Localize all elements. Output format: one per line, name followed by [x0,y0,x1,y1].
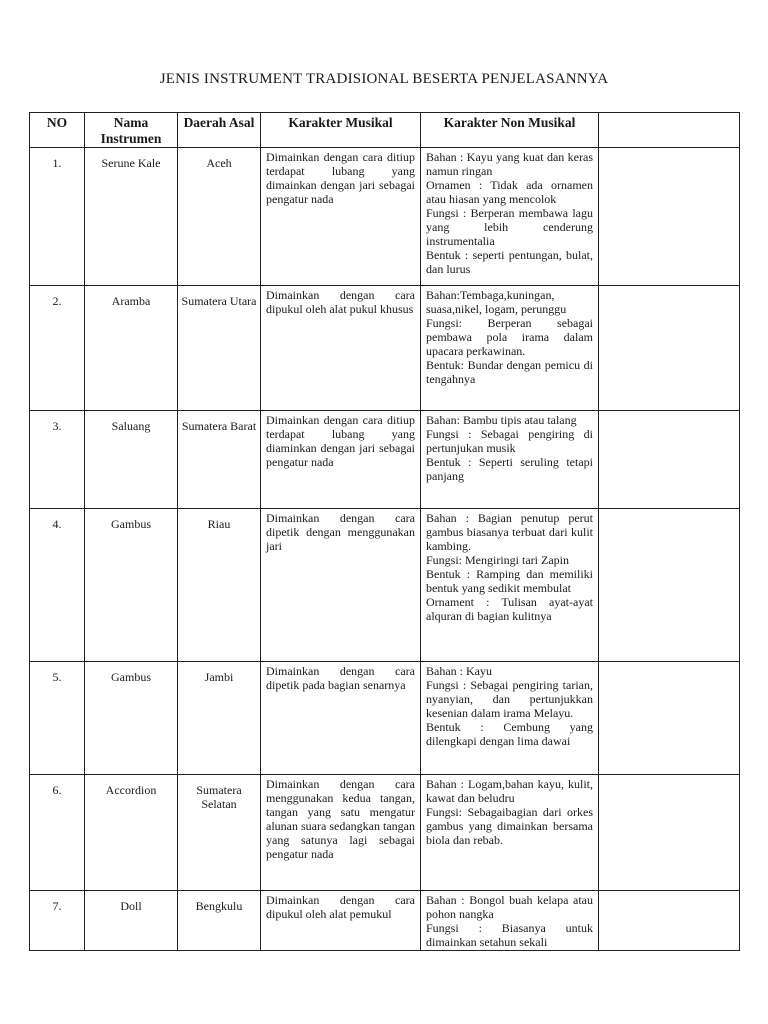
header-nonmusic: Karakter Non Musikal [421,113,599,148]
region-of-origin: Aceh [178,148,261,286]
region-of-origin: Sumatera Selatan [178,775,261,891]
table-row [30,411,740,509]
row-number: 4. [30,509,85,662]
header-music: Karakter Musikal [261,113,421,148]
instrument-name: Aramba [85,286,178,411]
table-row [30,148,740,286]
non-musical-line: Bentuk : Ramping dan memiliki bentuk yang sedikit membulat [426,567,593,595]
musical-character: Dimainkan dengan cara dipetik pada bagian senarnya [261,662,421,775]
table-row [30,662,740,775]
instrument-name: Saluang [85,411,178,509]
row-number: 2. [30,286,85,411]
empty-column-cell [599,509,740,662]
instrument-name: Doll [85,891,178,951]
non-musical-character [421,775,599,891]
document-title: JENIS INSTRUMENT TRADISIONAL BESERTA PENJELASANNYA [159,71,609,87]
row-number: 3. [30,411,85,509]
region-of-origin: Bengkulu [178,891,261,951]
non-musical-line: Fungsi: Mengiringi tari Zapin [426,553,569,567]
header-name: Nama Instrumen [85,113,178,148]
row-number: 7. [30,891,85,951]
instrument-name: Gambus [85,662,178,775]
musical-character: Dimainkan dengan cara menggunakan kedua tangan, tangan yang satu mengatur alunan suara sedangkan tangan yang satunya lagi sebagai pengatur nada [261,775,421,891]
table-header-row [30,113,740,148]
musical-character: Dimainkan dengan cara ditiup terdapat lubang yang diaminkan dengan jari sebagai pengatur nada [261,411,421,509]
non-musical-line: Bahan : Logam,bahan kayu, kulit, kawat dan beludru [426,777,593,805]
non-musical-line: Fungsi: Sebagaibagian dari orkes gambus yang dimainkan bersama biola dan rebab. [426,805,593,847]
non-musical-line: Bentuk : Cembung yang dilengkapi dengan lima dawai [426,720,593,748]
non-musical-line: Fungsi : Sebagai pengiring di pertunjukan musik [426,427,593,455]
instrument-table [29,112,740,951]
non-musical-line: Bahan : Kayu yang kuat dan keras namun ringan [426,150,593,178]
empty-column-cell [599,148,740,286]
non-musical-line: Ornament : Tulisan ayat-ayat alquran di bagian kulitnya [426,595,593,623]
non-musical-line: Bentuk : Seperti seruling tetapi panjang [426,455,593,483]
instrument-name: Serune Kale [85,148,178,286]
non-musical-character [421,286,599,411]
musical-character: Dimainkan dengan cara ditiup terdapat lubang yang dimainkan dengan jari sebagai pengatur nada [261,148,421,286]
non-musical-line: Fungsi : Biasanya untuk dimainkan setahun sekali [426,921,593,949]
empty-column-cell [599,411,740,509]
region-of-origin: Sumatera Barat [178,411,261,509]
non-musical-character [421,891,599,951]
table-row [30,891,740,951]
instrument-name: Gambus [85,509,178,662]
non-musical-character [421,662,599,775]
header-extra [599,113,740,148]
row-number: 1. [30,148,85,286]
instrument-name: Accordion [85,775,178,891]
empty-column-cell [599,775,740,891]
non-musical-character [421,509,599,662]
musical-character: Dimainkan dengan cara dipukul oleh alat pemukul [261,891,421,951]
non-musical-character [421,411,599,509]
header-region: Daerah Asal [178,113,261,148]
row-number: 5. [30,662,85,775]
non-musical-line: Bahan : Bagian penutup perut gambus biasanya terbuat dari kulit kambing. [426,511,593,553]
musical-character: Dimainkan dengan cara dipukul oleh alat pukul khusus [261,286,421,411]
region-of-origin: Riau [178,509,261,662]
musical-character: Dimainkan dengan cara dipetik dengan menggunakan jari [261,509,421,662]
non-musical-line: Bahan:Tembaga,kuningan, suasa,nikel, logam, perunggu [426,288,567,316]
region-of-origin: Jambi [178,662,261,775]
table-row [30,286,740,411]
empty-column-cell [599,891,740,951]
table-row [30,775,740,891]
region-of-origin: Sumatera Utara [178,286,261,411]
non-musical-line: Bahan : Bongol buah kelapa atau pohon nangka [426,893,593,921]
non-musical-line: Bentuk: Bundar dengan pemicu di tengahnya [426,358,593,386]
non-musical-line: Ornamen : Tidak ada ornamen atau hiasan yang mencolok [426,178,593,206]
table-row [30,509,740,662]
non-musical-character [421,148,599,286]
non-musical-line: Fungsi : Sebagai pengiring tarian, nyanyian, dan pertunjukkan kesenian dalam irama Melayu. [426,678,593,720]
row-number: 6. [30,775,85,891]
non-musical-line: Fungsi : Berperan membawa lagu yang lebih cenderung instrumentalia [426,206,593,248]
empty-column-cell [599,662,740,775]
non-musical-line: Fungsi: Berperan sebagai pembawa pola irama dalam upacara perkawinan. [426,316,593,358]
non-musical-line: Bahan : Kayu [426,664,492,678]
non-musical-line: Bahan: Bambu tipis atau talang [426,413,577,427]
non-musical-line: Bentuk : seperti pentungan, bulat, dan lurus [426,248,593,276]
header-no: NO [30,113,85,148]
empty-column-cell [599,286,740,411]
